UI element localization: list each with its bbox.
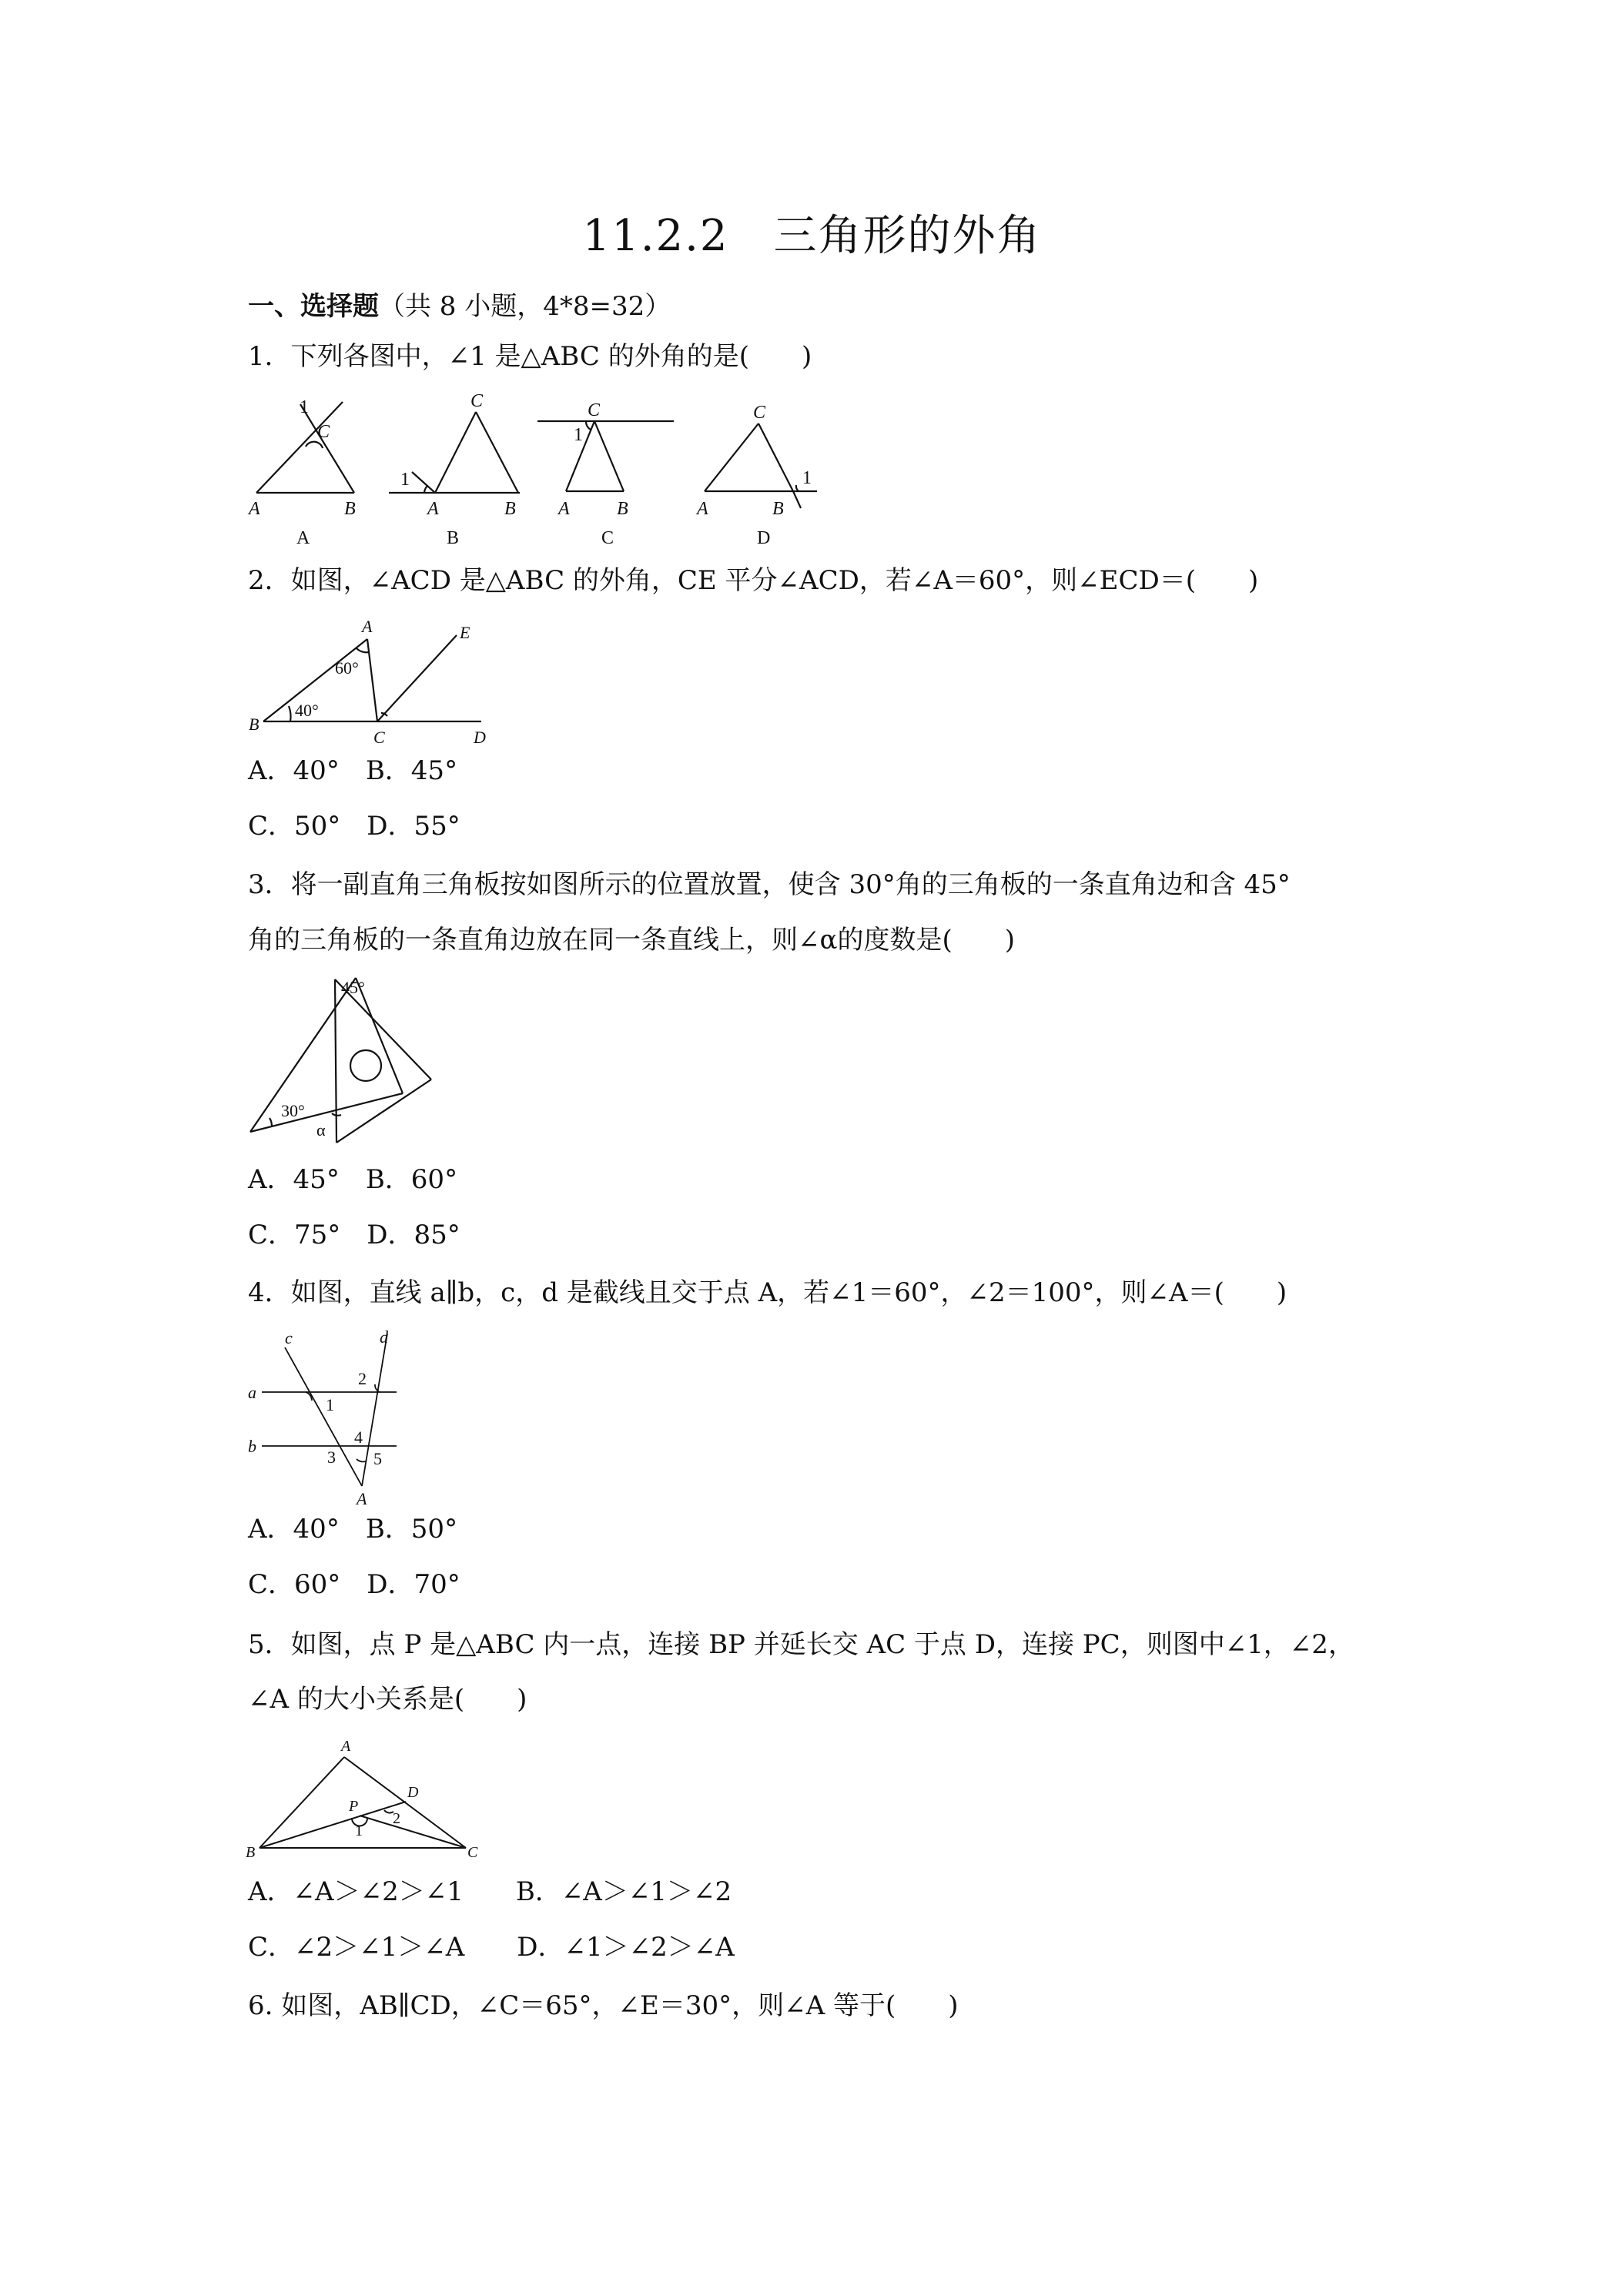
q4-label-4: 4 xyxy=(354,1427,363,1447)
q5-stem-line1: 5．如图，点 P 是△ABC 内一点，连接 BP 并延长交 AC 于点 D，连接 PC，则图中∠1，∠2， xyxy=(248,1629,1354,1660)
q5-label-1: 1 xyxy=(355,1822,363,1839)
q5-label-A: A xyxy=(341,1738,351,1755)
q5-label-B: B xyxy=(246,1844,256,1861)
q1-stem: 1．下列各图中，∠1 是△ABC 的外角的是( ) xyxy=(248,341,812,372)
q5-stem-line2: ∠A 的大小关系是( ) xyxy=(248,1684,527,1715)
q5-label-D: D xyxy=(407,1784,419,1801)
q1c-caption: C xyxy=(601,528,614,548)
q4-label-A: A xyxy=(357,1489,367,1508)
q1d-label-C: C xyxy=(753,403,766,423)
q1a-label-B: B xyxy=(344,499,356,519)
q2-options-line2: C．50° D．55° xyxy=(248,811,460,842)
q1c-label-C: C xyxy=(588,400,601,420)
q5-label-2: 2 xyxy=(393,1810,400,1827)
q1c-label-B: B xyxy=(617,499,628,519)
q2-label-A: A xyxy=(362,617,373,636)
q1-figures xyxy=(243,393,828,558)
q1b-label-1: 1 xyxy=(400,470,410,490)
page-title: 11.2.2 三角形的外角 xyxy=(582,211,1042,261)
q3-options-line2: C．75° D．85° xyxy=(248,1220,460,1250)
q4-options-line2: C．60° D．70° xyxy=(248,1569,460,1600)
q2-label-C: C xyxy=(373,728,385,747)
q2-label-E: E xyxy=(460,623,470,642)
q5-label-P: P xyxy=(349,1798,359,1815)
q4-label-d: d xyxy=(380,1327,388,1347)
q3-options-line1: A．45° B．60° xyxy=(248,1164,458,1195)
q1a-caption: A xyxy=(296,528,310,548)
q3-angle-45: 45° xyxy=(341,978,365,997)
q2-label-D: D xyxy=(474,728,486,747)
q5-options-line2: C．∠2＞∠1＞∠A D．∠1＞∠2＞∠A xyxy=(248,1932,735,1963)
q4-label-3: 3 xyxy=(327,1448,336,1467)
q2-angle-B: 40° xyxy=(295,701,319,720)
q4-label-c: c xyxy=(285,1328,293,1347)
q2-stem: 2．如图，∠ACD 是△ABC 的外角，CE 平分∠ACD，若∠A＝60°，则∠ECD＝( ) xyxy=(248,565,1259,596)
q4-options-line1: A．40° B．50° xyxy=(248,1514,458,1545)
q3-stem-line2: 角的三角板的一条直角边放在同一条直线上，则∠α的度数是( ) xyxy=(248,925,1015,956)
q1c-label-1: 1 xyxy=(574,425,583,445)
q1a-label-C: C xyxy=(317,422,330,442)
q4-label-2: 2 xyxy=(358,1369,367,1388)
q2-options-line1: A．40° B．45° xyxy=(248,755,458,786)
q1c-label-A: A xyxy=(558,499,570,519)
q5-label-C: C xyxy=(467,1844,478,1861)
q4-label-1: 1 xyxy=(326,1395,334,1414)
section-label: 一、选择题 xyxy=(248,291,379,322)
q3-stem-line1: 3．将一副直角三角板按如图所示的位置放置，使含 30°角的三角板的一条直角边和含 45° xyxy=(248,869,1291,900)
q1d-caption: D xyxy=(757,528,771,548)
section-detail: （共 8 小题，4*8=32） xyxy=(379,291,671,322)
q5-figure xyxy=(243,1734,504,1863)
q1a-label-1: 1 xyxy=(300,397,309,417)
q1d-label-A: A xyxy=(697,499,708,519)
q1b-label-B: B xyxy=(504,499,516,519)
q4-figure xyxy=(243,1324,412,1513)
q1b-label-C: C xyxy=(470,393,484,411)
q3-angle-30: 30° xyxy=(281,1101,305,1120)
q2-label-B: B xyxy=(249,715,260,734)
q3-figure xyxy=(243,972,443,1150)
q2-angle-A: 60° xyxy=(335,658,359,678)
q2-figure xyxy=(243,612,504,747)
q4-label-b: b xyxy=(248,1437,256,1456)
q1a-label-A: A xyxy=(249,499,260,519)
q4-label-5: 5 xyxy=(373,1449,382,1468)
q3-angle-alpha: α xyxy=(316,1120,326,1140)
q1d-label-1: 1 xyxy=(802,468,812,488)
q1d-label-B: B xyxy=(772,499,784,519)
q6-stem: 6. 如图，AB∥CD，∠C＝65°，∠E＝30°，则∠A 等于( ) xyxy=(248,1990,959,2021)
section-heading xyxy=(248,285,671,323)
q1b-caption: B xyxy=(447,528,460,548)
q5-options-line1: A．∠A＞∠2＞∠1 B．∠A＞∠1＞∠2 xyxy=(248,1876,732,1907)
q1b-label-A: A xyxy=(427,499,439,519)
q4-label-a: a xyxy=(248,1383,256,1402)
q4-stem: 4．如图，直线 a∥b，c，d 是截线且交于点 A，若∠1＝60°，∠2＝100°，则∠A＝( ) xyxy=(248,1277,1287,1308)
